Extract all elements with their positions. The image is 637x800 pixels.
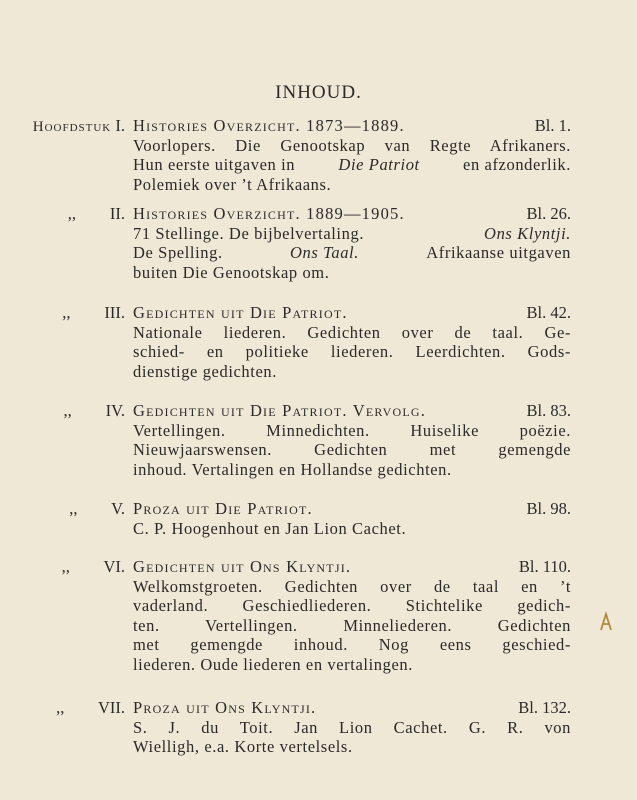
chapter-heading-row [133,698,571,718]
chapter-numeral: I. [115,116,125,135]
chapter-prefix: ,, [67,204,76,223]
chapter-label [0,204,125,224]
description-line: S. J. du Toit. Jan Lion Cachet. G. R. von [133,717,571,737]
chapter-heading: Gedichten uit Ons Klyntji. [133,557,352,576]
chapter-prefix: Hoofdstuk [32,119,112,135]
chapter-body [133,401,571,479]
chapter-description [133,718,571,757]
chapter-heading-row [133,401,571,421]
chapter-heading: Proza uit Ons Klyntji. [133,698,317,717]
margin-mark-icon [598,610,614,632]
chapter-prefix: ,, [62,303,71,322]
chapter-heading: Histories Overzicht. 1873—1889. [133,116,405,135]
chapter-description [133,577,571,675]
chapter-heading: Gedichten uit Die Patriot. Vervolg. [133,401,427,420]
chapter-numeral: II. [109,204,125,223]
description-line: Voorlopers. Die Genootskap van Regte Afrikaners. [133,135,571,155]
description-line: ten. Vertellingen. Minneliederen. Gedichten [133,615,571,635]
chapter-page: Bl. 98. [526,499,571,518]
chapter-heading-row [133,116,571,136]
chapter-heading-row [133,499,571,519]
description-line [133,155,571,175]
chapter-heading-row [133,204,571,224]
chapter-body [133,499,571,538]
chapter-numeral: VII. [97,698,125,717]
description-line: vaderland. Geschiedliederen. Stichtelike gedich- [133,596,571,615]
chapter-body [133,116,571,194]
description-line: liederen. Oude liederen en vertalingen. [133,654,413,674]
description-text: Hun eerste uitgaven in [133,155,296,174]
description-line: Polemiek over ’t Afrikaans. [133,174,332,194]
chapter-body [133,557,571,674]
chapter-page: Bl. 42. [526,303,571,322]
description-line: schied- en politieke liederen. Leerdichten. Gods- [133,342,571,361]
chapter-heading: Histories Overzicht. 1889—1905. [133,204,405,223]
description-line [133,243,571,263]
chapter-description [133,421,571,480]
description-line: inhoud. Vertalingen en Hollandse gedichten. [133,459,452,479]
chapter-page: Bl. 132. [518,698,571,717]
chapter-description [133,323,571,382]
description-line: buiten Die Genootskap om. [133,262,330,282]
description-italic: Die Patriot [338,155,420,174]
chapter-label [0,499,125,519]
chapter-numeral: VI. [103,557,125,576]
description-line: C. P. Hoogenhout en Jan Lion Cachet. [133,518,407,538]
description-line: Nieuwjaarswensen. Gedichten met gemengde [133,440,571,459]
chapter-numeral: V. [111,499,125,518]
chapter-heading-row [133,557,571,577]
description-line: Wielligh, e.a. Korte vertelsels. [133,737,353,756]
description-italic: Ons Taal. [289,243,359,262]
description-text: De Spelling. [133,243,223,262]
chapter-prefix: ,, [69,499,78,518]
chapter-description [133,519,571,539]
chapter-label [0,303,125,323]
description-line: Welkomstgroeten. Gedichten over de taal en ’t [133,576,571,596]
chapter-page: Bl. 110. [518,557,571,576]
chapter-body [133,204,571,282]
description-line [133,224,571,244]
description-line: Vertellingen. Minnedichten. Huiselike poëzie. [133,420,571,440]
chapter-body [133,698,571,757]
chapter-prefix: ,, [56,698,65,717]
chapter-body [133,303,571,381]
chapter-label [0,116,125,138]
chapter-page: Bl. 26. [526,204,571,223]
chapter-label [0,557,125,577]
description-text: en afzonderlik. [463,155,571,174]
chapter-heading-row [133,303,571,323]
chapter-numeral: III. [104,303,125,322]
description-text: Afrikaanse uitgaven [426,243,571,262]
chapter-prefix: ,, [63,401,72,420]
chapter-page: Bl. 1. [534,116,571,135]
chapter-heading: Proza uit Die Patriot. [133,499,313,518]
chapter-description [133,136,571,195]
chapter-label [0,698,125,718]
description-line: dienstige gedichten. [133,361,277,381]
chapter-heading: Gedichten uit Die Patriot. [133,303,348,322]
chapter-description [133,224,571,283]
chapter-numeral: IV. [105,401,125,420]
description-line: Nationale liederen. Gedichten over de taal. Ge- [133,322,571,342]
chapter-page: Bl. 83. [526,401,571,420]
description-text: 71 Stellinge. De bijbelvertaling. [133,223,365,243]
description-italic: Ons Klyntji. [484,223,571,243]
chapter-prefix: ,, [61,557,70,576]
description-line: met gemengde inhoud. Nog eens geschied- [133,635,571,654]
page-title: INHOUD. [275,82,362,103]
chapter-label [0,401,125,421]
